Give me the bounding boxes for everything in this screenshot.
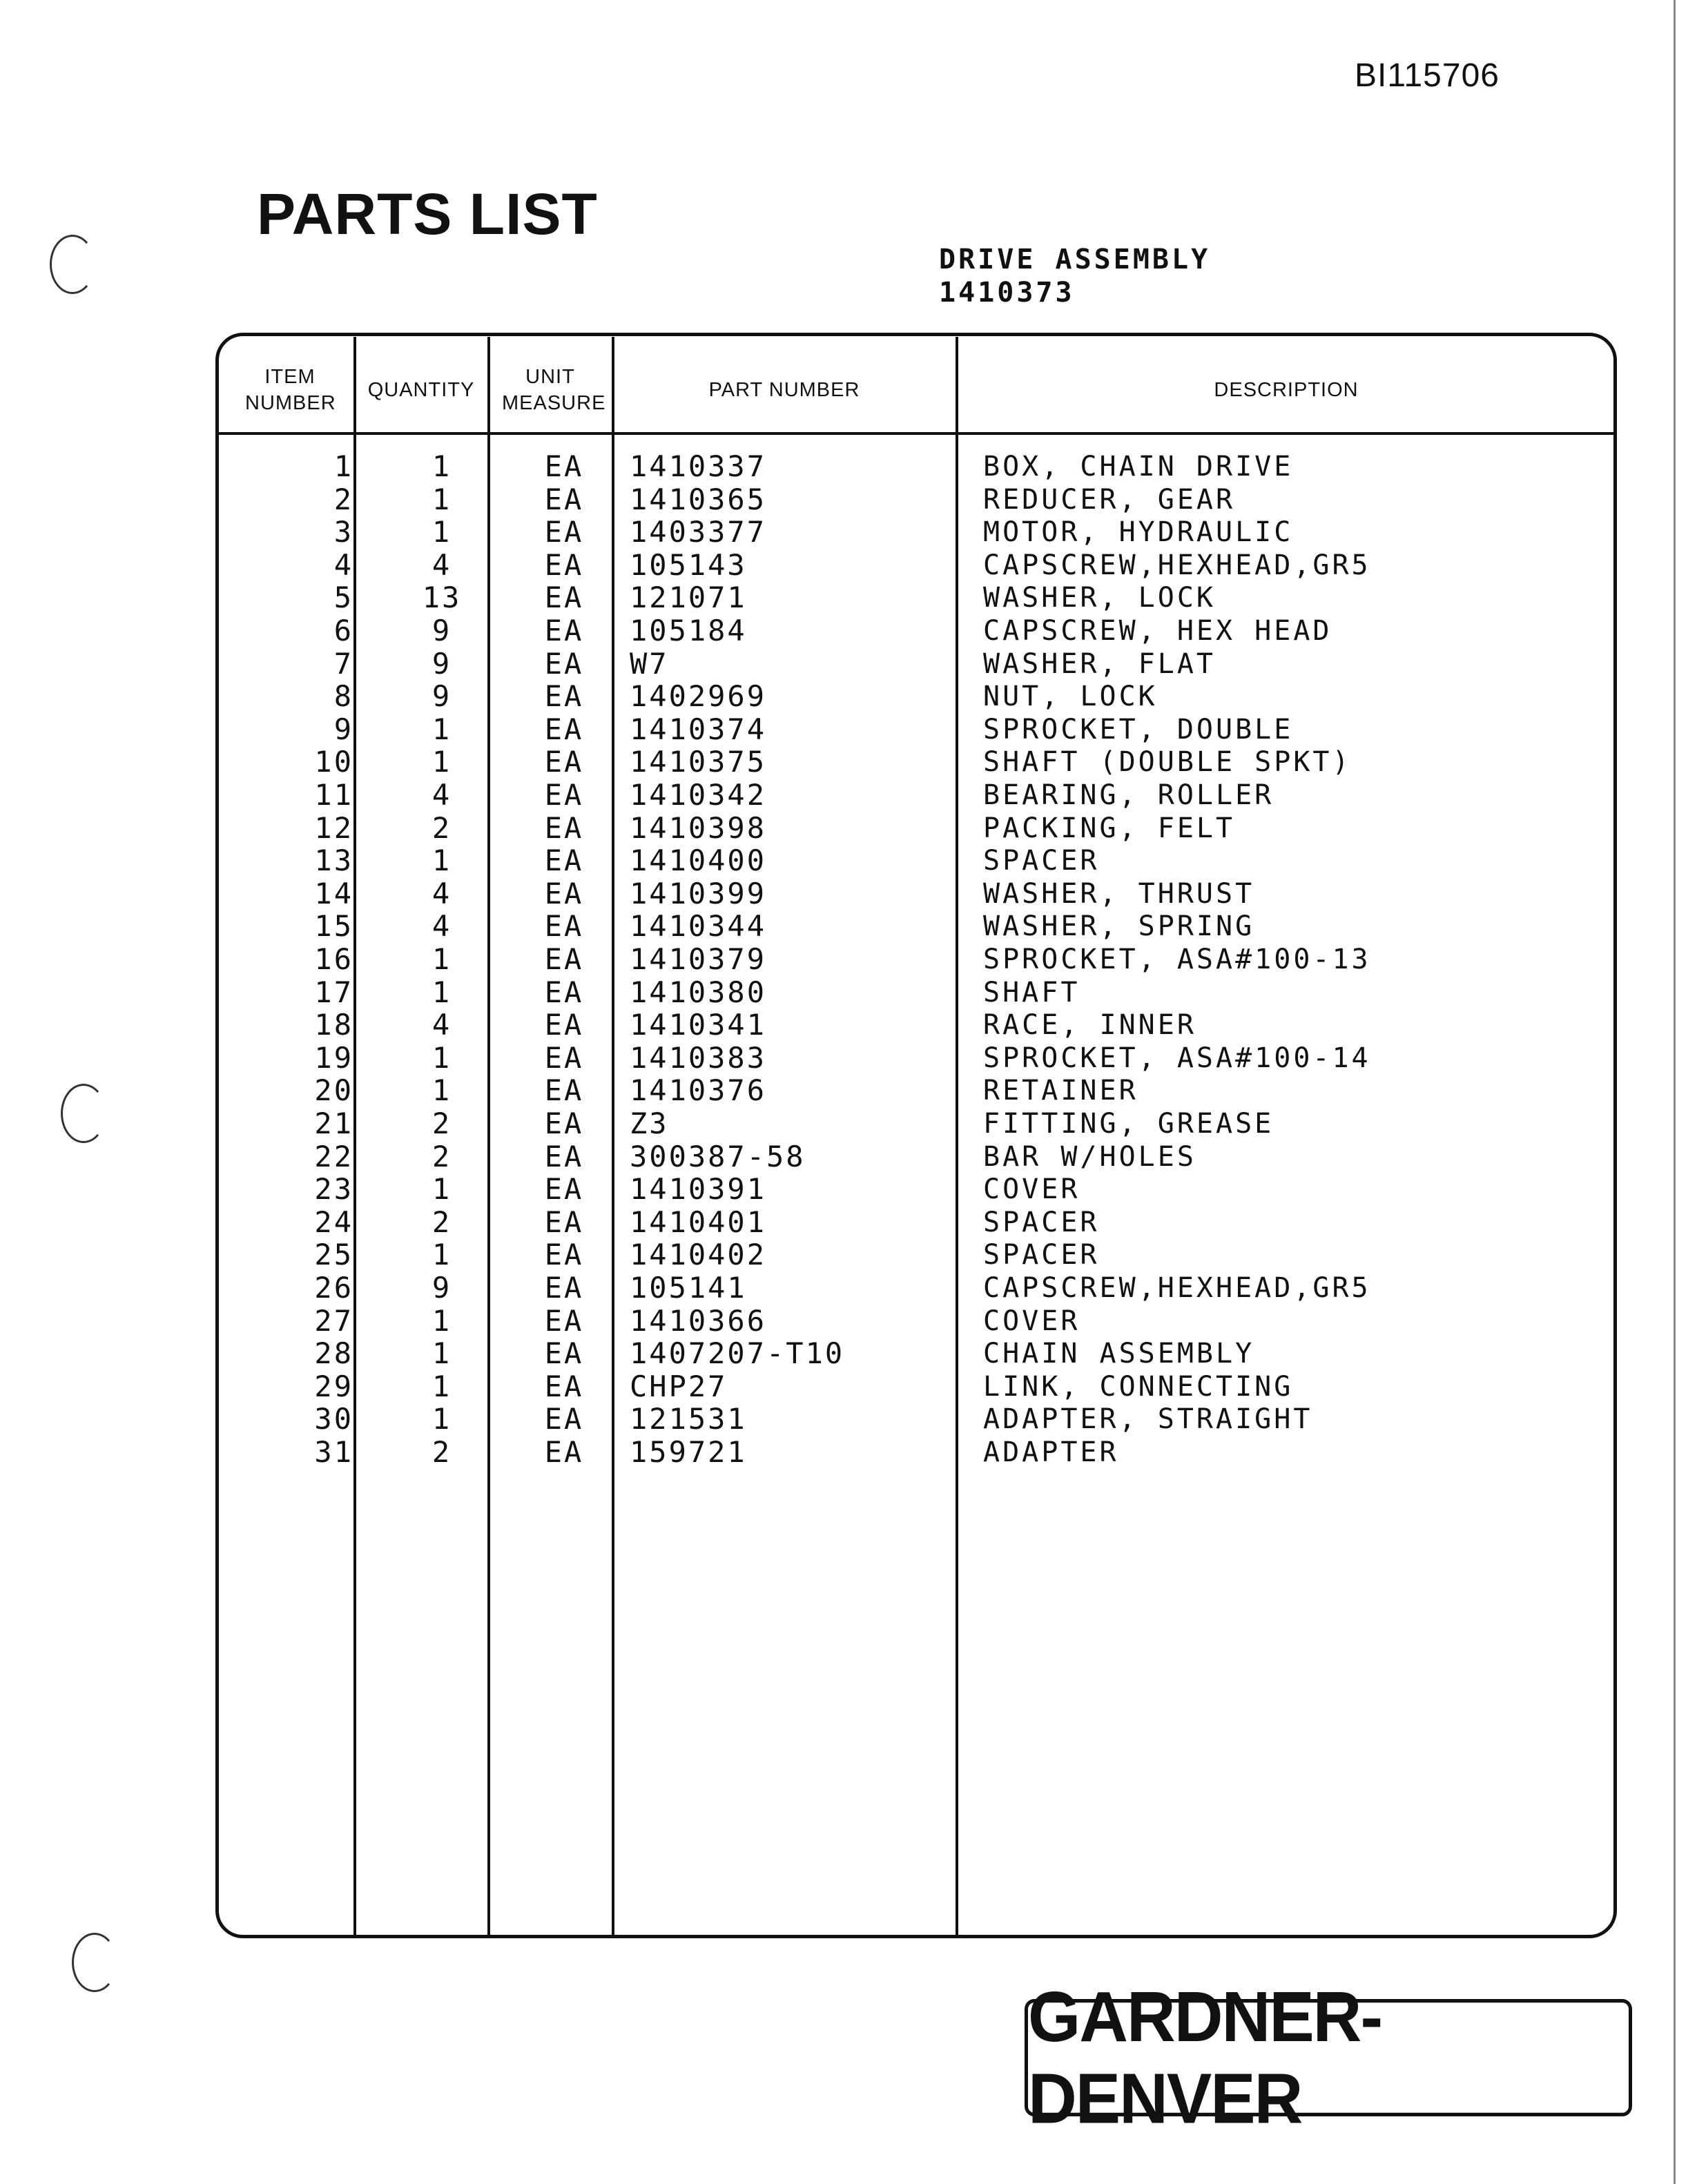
part-number-cell: 1410379 — [630, 942, 767, 976]
quantity-cell: 2 — [431, 810, 452, 845]
part-number-cell: 300387-58 — [630, 1139, 806, 1173]
table-row — [0, 1337, 1697, 1370]
table-row — [0, 1140, 1697, 1173]
part-number-cell: 1410398 — [630, 810, 767, 845]
unit-measure-cell: EA — [544, 1402, 584, 1436]
description-cell: MOTOR, HYDRAULIC — [983, 516, 1294, 549]
table-row — [0, 713, 1697, 746]
unit-measure-cell: EA — [544, 1303, 584, 1338]
column-header-quantity: QUANTITY — [367, 379, 475, 401]
quantity-cell: 2 — [431, 1205, 452, 1239]
item-number-cell: 21 — [314, 1106, 353, 1140]
table-row — [0, 647, 1697, 681]
table-row — [0, 812, 1697, 845]
table-row — [0, 1436, 1697, 1469]
part-number-cell: 1402969 — [630, 679, 767, 714]
item-number-cell: 19 — [314, 1040, 353, 1075]
unit-measure-cell: EA — [544, 449, 584, 483]
part-number-cell: 121071 — [630, 581, 747, 615]
unit-measure-cell: EA — [544, 942, 584, 976]
quantity-cell: 1 — [431, 942, 452, 976]
table-row — [0, 614, 1697, 647]
item-number-cell: 1 — [333, 449, 353, 483]
unit-measure-cell: EA — [544, 1106, 584, 1140]
item-number-cell: 2 — [333, 482, 353, 516]
part-number-cell: 159721 — [630, 1435, 747, 1469]
part-number-cell: 1407207-T10 — [630, 1336, 845, 1371]
description-cell: CHAIN ASSEMBLY — [983, 1338, 1255, 1370]
description-cell: REDUCER, GEAR — [983, 483, 1236, 516]
unit-measure-cell: EA — [544, 646, 584, 681]
item-number-cell: 23 — [314, 1172, 353, 1207]
quantity-cell: 9 — [431, 614, 452, 647]
quantity-cell: 9 — [431, 1271, 452, 1305]
description-cell: SPROCKET, ASA#100-14 — [983, 1042, 1371, 1074]
part-number-cell: 121531 — [630, 1402, 747, 1436]
unit-measure-cell: EA — [544, 1040, 584, 1075]
quantity-cell: 13 — [422, 581, 462, 615]
binder-hole — [50, 235, 95, 294]
item-number-cell: 3 — [333, 515, 353, 549]
document-id: BI115706 — [1355, 57, 1500, 94]
assembly-heading — [939, 243, 1210, 309]
description-cell: RETAINER — [983, 1075, 1138, 1107]
description-cell: WASHER, SPRING — [983, 910, 1255, 943]
item-number-cell: 25 — [314, 1238, 353, 1272]
item-number-cell: 11 — [314, 778, 353, 812]
part-number-cell: 105143 — [630, 547, 747, 582]
description-cell: SPACER — [983, 1206, 1100, 1238]
item-number-cell: 13 — [314, 844, 353, 878]
description-cell: WASHER, LOCK — [983, 582, 1216, 614]
item-number-cell: 16 — [314, 942, 353, 976]
quantity-cell: 1 — [431, 844, 452, 878]
unit-measure-cell: EA — [544, 679, 584, 714]
unit-measure-cell: EA — [544, 876, 584, 910]
part-number-cell: 105141 — [630, 1271, 747, 1305]
table-row — [0, 516, 1697, 549]
quantity-cell: 2 — [431, 1106, 452, 1140]
description-cell: ADAPTER, STRAIGHT — [983, 1403, 1313, 1436]
unit-measure-cell: EA — [544, 1073, 584, 1108]
table-row — [0, 1403, 1697, 1436]
item-number-cell: 22 — [314, 1139, 353, 1173]
unit-measure-cell: EA — [544, 1238, 584, 1272]
item-number-cell: 9 — [333, 712, 353, 746]
quantity-cell: 1 — [431, 1073, 452, 1108]
part-number-cell: CHP27 — [630, 1369, 728, 1403]
table-row — [0, 779, 1697, 812]
item-number-cell: 5 — [333, 581, 353, 615]
unit-measure-cell: EA — [544, 1172, 584, 1207]
column-header-unit: UNIT MEASURE — [502, 366, 606, 414]
quantity-cell: 9 — [431, 646, 452, 681]
table-row — [0, 450, 1697, 483]
part-number-cell: 1410399 — [630, 876, 767, 910]
company-logo: GARDNER-DENVER — [1025, 1999, 1632, 2116]
description-cell: FITTING, GREASE — [983, 1108, 1274, 1140]
table-row — [0, 1173, 1697, 1206]
unit-measure-cell: EA — [544, 712, 584, 746]
column-header-part: PART NUMBER — [708, 379, 860, 401]
description-cell: WASHER, THRUST — [983, 877, 1255, 910]
unit-measure-cell: EA — [544, 745, 584, 779]
description-cell: COVER — [983, 1173, 1080, 1206]
description-cell: BAR W/HOLES — [983, 1140, 1196, 1173]
part-number-cell: 1403377 — [630, 515, 767, 549]
part-number-cell: 105184 — [630, 614, 747, 647]
page-title: PARTS LIST — [257, 182, 598, 246]
part-number-cell: 1410383 — [630, 1040, 767, 1075]
item-number-cell: 7 — [333, 646, 353, 681]
item-number-cell: 15 — [314, 909, 353, 944]
description-cell: WASHER, FLAT — [983, 647, 1216, 680]
part-number-cell: 1410402 — [630, 1238, 767, 1272]
quantity-cell: 1 — [431, 975, 452, 1009]
table-row — [0, 1370, 1697, 1403]
table-row — [0, 1271, 1697, 1305]
item-number-cell: 4 — [333, 547, 353, 582]
table-row — [0, 549, 1697, 582]
quantity-cell: 1 — [431, 1303, 452, 1338]
item-number-cell: 8 — [333, 679, 353, 714]
column-header-description: DESCRIPTION — [1214, 379, 1359, 401]
unit-measure-cell: EA — [544, 810, 584, 845]
unit-measure-cell: EA — [544, 1336, 584, 1371]
assembly-name: DRIVE ASSEMBLY — [939, 244, 1211, 275]
item-number-cell: 28 — [314, 1336, 353, 1371]
unit-measure-cell: EA — [544, 778, 584, 812]
header-divider — [217, 432, 1616, 435]
unit-measure-cell: EA — [544, 547, 584, 582]
unit-measure-cell: EA — [544, 1271, 584, 1305]
quantity-cell: 1 — [431, 1238, 452, 1272]
part-number-cell: 1410401 — [630, 1205, 767, 1239]
part-number-cell: 1410341 — [630, 1008, 767, 1042]
description-cell: CAPSCREW, HEX HEAD — [983, 615, 1332, 647]
quantity-cell: 9 — [431, 679, 452, 714]
unit-measure-cell: EA — [544, 482, 584, 516]
part-number-cell: 1410376 — [630, 1073, 767, 1108]
unit-measure-cell: EA — [544, 1205, 584, 1239]
part-number-cell: 1410366 — [630, 1303, 767, 1338]
table-row — [0, 976, 1697, 1009]
unit-measure-cell: EA — [544, 1139, 584, 1173]
quantity-cell: 1 — [431, 1040, 452, 1075]
item-number-cell: 20 — [314, 1073, 353, 1108]
item-number-cell: 17 — [314, 975, 353, 1009]
table-row — [0, 910, 1697, 943]
quantity-cell: 2 — [431, 1435, 452, 1469]
unit-measure-cell: EA — [544, 844, 584, 878]
description-cell: SPROCKET, DOUBLE — [983, 713, 1294, 745]
description-cell: SPROCKET, ASA#100-13 — [983, 944, 1371, 975]
part-number-cell: 1410344 — [630, 909, 767, 944]
quantity-cell: 1 — [431, 515, 452, 549]
table-row — [0, 1008, 1697, 1042]
item-number-cell: 6 — [333, 614, 353, 647]
description-cell: BOX, CHAIN DRIVE — [983, 451, 1294, 482]
quantity-cell: 1 — [431, 712, 452, 746]
description-cell: PACKING, FELT — [983, 812, 1236, 844]
description-cell: ADAPTER — [983, 1436, 1119, 1468]
description-cell: RACE, INNER — [983, 1009, 1196, 1042]
part-number-cell: 1410374 — [630, 712, 767, 746]
table-row — [0, 877, 1697, 910]
table-row — [0, 483, 1697, 516]
description-cell: SHAFT — [983, 976, 1080, 1008]
quantity-cell: 1 — [431, 1402, 452, 1436]
quantity-cell: 4 — [431, 778, 452, 812]
item-number-cell: 24 — [314, 1205, 353, 1239]
quantity-cell: 1 — [431, 449, 452, 483]
description-cell: NUT, LOCK — [983, 681, 1158, 713]
item-number-cell: 10 — [314, 745, 353, 779]
item-number-cell: 18 — [314, 1008, 353, 1042]
part-number-cell: Z3 — [630, 1106, 669, 1140]
table-row — [0, 1074, 1697, 1107]
part-number-cell: 1410342 — [630, 778, 767, 812]
description-cell: SPACER — [983, 845, 1100, 877]
unit-measure-cell: EA — [544, 581, 584, 615]
part-number-cell: 1410365 — [630, 482, 767, 516]
description-cell: CAPSCREW,HEXHEAD,GR5 — [983, 1272, 1371, 1304]
part-number-cell: 1410380 — [630, 975, 767, 1009]
unit-measure-cell: EA — [544, 975, 584, 1009]
table-row — [0, 844, 1697, 877]
description-cell: SHAFT (DOUBLE SPKT) — [983, 746, 1352, 779]
unit-measure-cell: EA — [544, 1435, 584, 1469]
quantity-cell: 4 — [431, 909, 452, 944]
part-number-cell: 1410337 — [630, 449, 767, 483]
description-cell: COVER — [983, 1305, 1080, 1337]
table-row — [0, 1042, 1697, 1075]
quantity-cell: 2 — [431, 1139, 452, 1173]
part-number-cell: 1410391 — [630, 1172, 767, 1207]
table-row — [0, 1206, 1697, 1239]
table-row — [0, 943, 1697, 976]
table-row — [0, 1107, 1697, 1140]
assembly-number: 1410373 — [939, 277, 1075, 309]
item-number-cell: 26 — [314, 1271, 353, 1305]
item-number-cell: 12 — [314, 810, 353, 845]
part-number-cell: 1410375 — [630, 745, 767, 779]
item-number-cell: 30 — [314, 1402, 353, 1436]
unit-measure-cell: EA — [544, 1008, 584, 1042]
description-cell: SPACER — [983, 1239, 1100, 1271]
description-cell: CAPSCREW,HEXHEAD,GR5 — [983, 549, 1371, 581]
description-cell: BEARING, ROLLER — [983, 779, 1274, 811]
unit-measure-cell: EA — [544, 614, 584, 647]
part-number-cell: W7 — [630, 646, 669, 681]
item-number-cell: 14 — [314, 876, 353, 910]
part-number-cell: 1410400 — [630, 844, 767, 878]
table-row — [0, 680, 1697, 713]
table-row — [0, 581, 1697, 614]
column-header-item: ITEM NUMBER — [245, 366, 336, 414]
quantity-cell: 4 — [431, 547, 452, 582]
description-cell: LINK, CONNECTING — [983, 1370, 1294, 1403]
unit-measure-cell: EA — [544, 515, 584, 549]
table-row — [0, 1238, 1697, 1271]
quantity-cell: 4 — [431, 1008, 452, 1042]
item-number-cell: 27 — [314, 1303, 353, 1338]
unit-measure-cell: EA — [544, 1369, 584, 1403]
quantity-cell: 4 — [431, 876, 452, 910]
quantity-cell: 1 — [431, 1172, 452, 1207]
binder-hole — [72, 1933, 117, 1992]
quantity-cell: 1 — [431, 1369, 452, 1403]
table-row — [0, 745, 1697, 779]
quantity-cell: 1 — [431, 482, 452, 516]
unit-measure-cell: EA — [544, 909, 584, 944]
quantity-cell: 1 — [431, 745, 452, 779]
item-number-cell: 29 — [314, 1369, 353, 1403]
item-number-cell: 31 — [314, 1435, 353, 1469]
quantity-cell: 1 — [431, 1336, 452, 1371]
table-row — [0, 1305, 1697, 1338]
